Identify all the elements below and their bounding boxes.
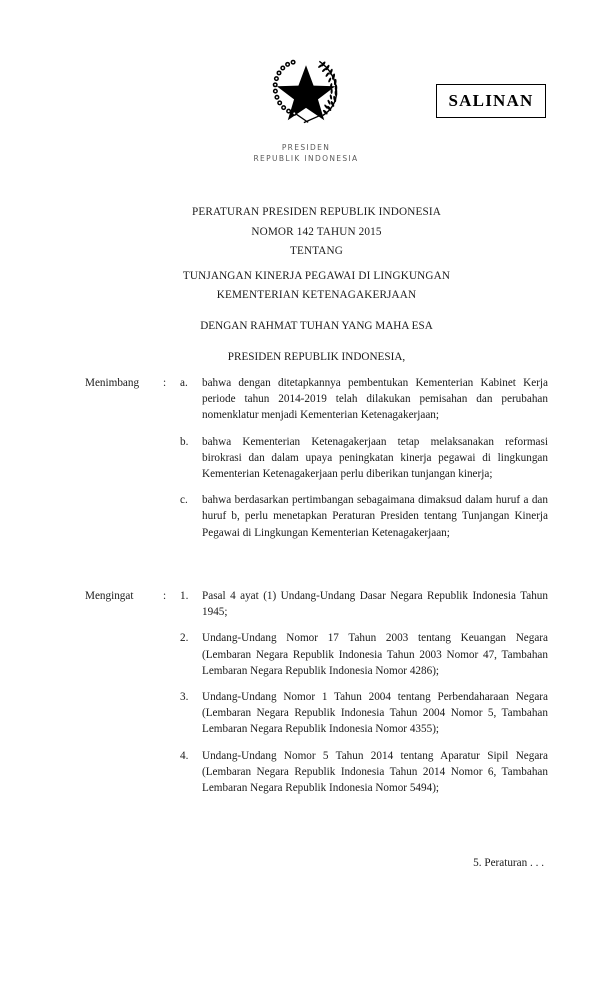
clause-row <box>85 630 548 679</box>
menimbang-colon: : <box>163 377 167 389</box>
title-line-subject-1: TUNJANGAN KINERJA PEGAWAI DI LINGKUNGAN <box>182 269 451 282</box>
clause-row <box>85 434 548 483</box>
title-line-subject-2: KEMENTERIAN KETENAGAKERJAAN <box>216 289 417 301</box>
mengingat-label: Mengingat <box>85 590 134 602</box>
clause-marker: 4. <box>180 749 189 762</box>
salinan-stamp <box>436 84 546 118</box>
clause-marker: 3. <box>180 691 189 704</box>
clause-row <box>85 588 548 620</box>
preamble-presiden: PRESIDEN REPUBLIK INDONESIA, <box>227 351 406 363</box>
clause-text: Undang-Undang Nomor 1 Tahun 2004 tentang Perbendaharaan Negara (Lembaran Negara Republik Indonesia Tahun 2004 Nomor 5, Tambahan Lembaran Negara Republik Indonesia Nomor 4355); <box>202 691 548 736</box>
clause-text: bahwa Kementerian Ketenagakerjaan tetap melaksanakan reformasi birokrasi dan dalam upaya peningkatan kinerja pegawai di lingkungan Kementerian Ketenagakerjaan perlu diberikan tunjangan kinerja; <box>202 435 548 481</box>
document-header <box>0 0 612 180</box>
clause-text: Undang-Undang Nomor 17 Tahun 2003 tentang Keuangan Negara (Lembaran Negara Republik Indonesia Tahun 2003 Nomor 47, Tambahan Lembaran Negara Republik Indonesia Nomor 4286); <box>202 632 548 677</box>
presidential-star-wreath-emblem <box>263 48 349 134</box>
section-menimbang <box>85 375 548 541</box>
clause-marker: 2. <box>180 632 189 645</box>
emblem-caption <box>236 142 376 164</box>
salinan-stamp-label: SALINAN <box>448 91 534 110</box>
page-title <box>85 203 548 306</box>
clause-row <box>85 748 548 797</box>
title-line-regulation: PERATURAN PRESIDEN REPUBLIK INDONESIA <box>192 206 441 218</box>
clause-row <box>85 492 548 541</box>
clause-marker: b. <box>180 435 189 448</box>
section-mengingat <box>85 588 548 796</box>
clause-text: bahwa berdasarkan pertimbangan sebagaimana dimaksud dalam huruf a dan huruf b, perlu menetapkan Peraturan Presiden tentang Tunjangan Kinerja Pegawai di Lingkungan Kementerian Ketenagakerjaan; <box>202 494 548 539</box>
clause-text: Pasal 4 ayat (1) Undang-Undang Dasar Negara Republik Indonesia Tahun 1945; <box>202 590 548 619</box>
clause-marker: 1. <box>180 590 189 602</box>
clause-row <box>85 689 548 738</box>
emblem-caption-line2: REPUBLIK INDONESIA <box>253 154 359 163</box>
clause-row <box>85 375 548 424</box>
clause-marker: a. <box>180 377 188 389</box>
menimbang-label: Menimbang <box>85 377 140 389</box>
emblem-caption-line1: PRESIDEN <box>281 143 331 152</box>
title-line-tentang: TENTANG <box>290 245 343 257</box>
clause-text: bahwa dengan ditetapkannya pembentukan Kementerian Kabinet Kerja periode tahun 2014-2019 telah dilakukan pemisahan dan perubahan nomenklatur menjadi Kementerian Ketenagakerjaan; <box>202 377 548 422</box>
preamble-rahmat: DENGAN RAHMAT TUHAN YANG MAHA ESA <box>200 320 433 332</box>
clause-text: Undang-Undang Nomor 5 Tahun 2014 tentang Aparatur Sipil Negara (Lembaran Negara Republik Indonesia Tahun 2014 Nomor 6, Tambahan Lembaran Negara Republik Indonesia Nomor 5494); <box>202 749 548 795</box>
page-continuation-note: 5. Peraturan . . . <box>473 857 544 869</box>
title-line-number: NOMOR 142 TAHUN 2015 <box>251 225 382 238</box>
mengingat-colon: : <box>163 590 167 602</box>
clause-marker: c. <box>180 494 188 507</box>
emblem-block <box>236 48 376 164</box>
